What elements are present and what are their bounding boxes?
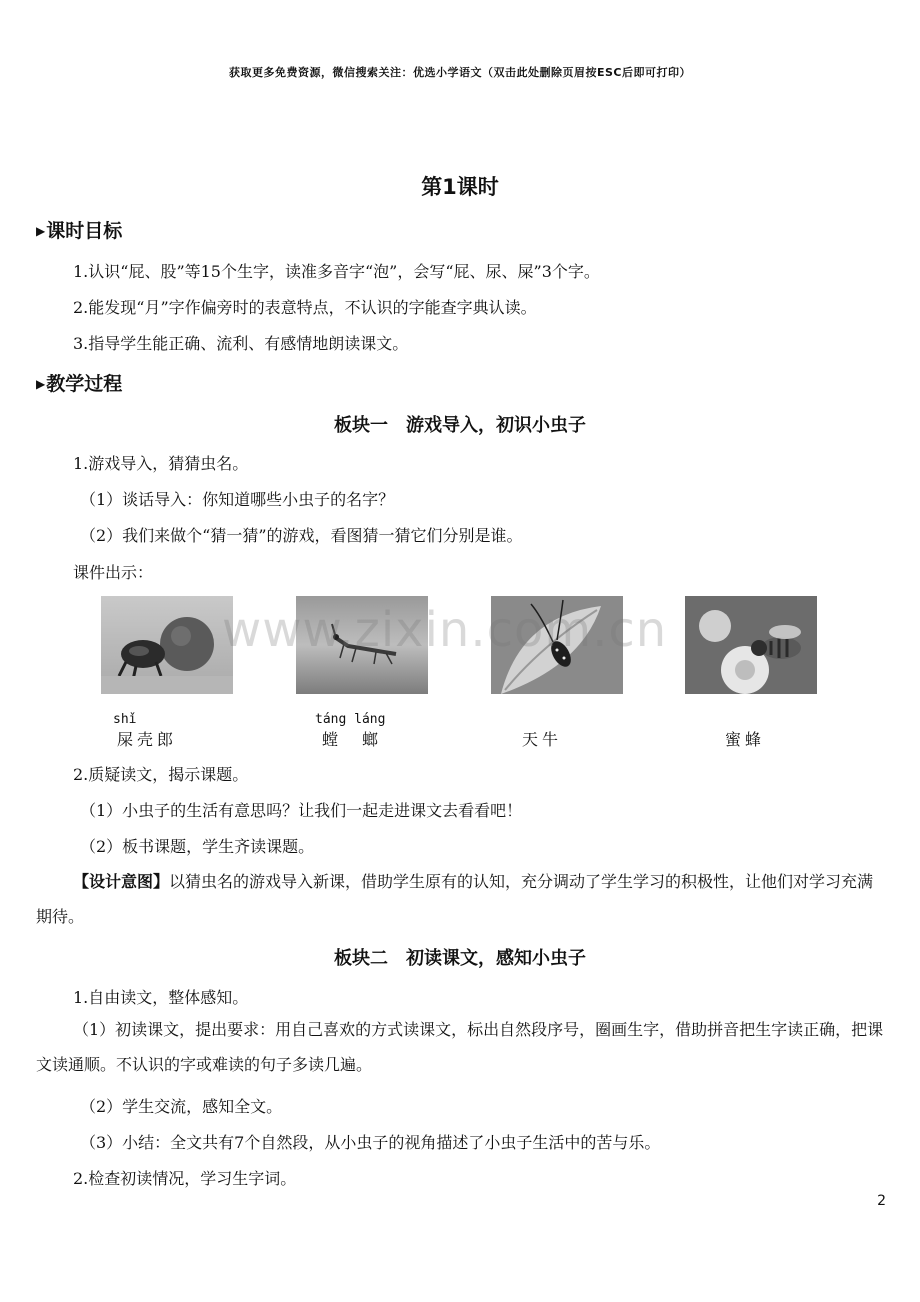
courseware-label: 课件出示： xyxy=(73,563,154,582)
goal-item: 2.能发现“月”字作偏旁时的表意特点，不认识的字能查字典认读。 xyxy=(73,298,537,317)
block2-line: （2）学生交流，感知全文。 xyxy=(80,1097,283,1116)
insect-name: 蜜蜂 xyxy=(725,730,766,749)
goal-item: 1.认识“屁、股”等15个生字，读准多音字“泡”，会写“屁、尿、屎”3个字。 xyxy=(73,262,600,281)
section-heading-goals xyxy=(36,216,122,243)
design-intent xyxy=(36,864,884,934)
goals-heading: 课时目标 xyxy=(46,220,123,242)
header-note[interactable]: 获取更多免费资源，微信搜索关注：优选小学语文（双击此处删除页眉按ESC后即可打印） xyxy=(228,66,691,79)
triangle-bullet-icon: ▶ xyxy=(36,224,46,238)
block2-line: 1.自由读文，整体感知。 xyxy=(73,988,249,1007)
goal-item: 3.指导学生能正确、流利、有感情地朗读课文。 xyxy=(73,334,409,353)
insect-pinyin: shǐ xyxy=(113,712,137,727)
insect-pinyin: táng láng xyxy=(315,712,386,727)
insect-name: 天牛 xyxy=(522,730,563,749)
block1-line: （1）谈话导入：你知道哪些小虫子的名字？ xyxy=(80,490,395,509)
block1-line: （2）板书课题，学生齐读课题。 xyxy=(80,837,315,856)
block2-line: （3）小结：全文共有7个自然段，从小虫子的视角描述了小虫子生活中的苦与乐。 xyxy=(80,1133,661,1152)
block2-title: 板块二 初读课文，感知小虫子 xyxy=(334,948,586,969)
insect-name: 螳 螂 xyxy=(322,730,383,749)
design-intent-text: 以猜虫名的游戏导入新课，借助学生原有的认知，充分调动了学生学习的积极性，让他们对学习充满期待。 xyxy=(36,872,874,926)
block1-line: （2）我们来做个“猜一猜”的游戏，看图猜一猜它们分别是谁。 xyxy=(80,526,523,545)
block2-paragraph-text: （1）初读课文，提出要求：用自己喜欢的方式读课文，标出自然段序号，圈画生字，借助拼音把生字读正确，把课文读通顺。不认识的字或难读的句子多读几遍。 xyxy=(36,1020,884,1074)
block2-paragraph xyxy=(36,1012,884,1082)
block1-title: 板块一 游戏导入，初识小虫子 xyxy=(334,415,586,436)
triangle-bullet-icon: ▶ xyxy=(36,377,46,391)
design-intent-label: 【设计意图】 xyxy=(73,872,170,891)
insect-name: 屎壳郎 xyxy=(117,730,178,749)
page-title: 第1课时 xyxy=(421,175,499,199)
block2-line: 2.检查初读情况，学习生字词。 xyxy=(73,1169,297,1188)
block1-line: 2.质疑读文，揭示课题。 xyxy=(73,765,249,784)
block1-line: 1.游戏导入，猜猜虫名。 xyxy=(73,454,249,473)
dung-beetle-photo xyxy=(101,596,233,694)
watermark: www.zixin.com.cn xyxy=(222,602,668,658)
page-number: 2 xyxy=(877,1193,886,1209)
section-heading-process xyxy=(36,369,122,396)
block1-line: （1）小虫子的生活有意思吗？让我们一起走进课文去看看吧！ xyxy=(80,801,523,820)
bee-photo xyxy=(685,596,817,694)
process-heading: 教学过程 xyxy=(46,373,123,395)
